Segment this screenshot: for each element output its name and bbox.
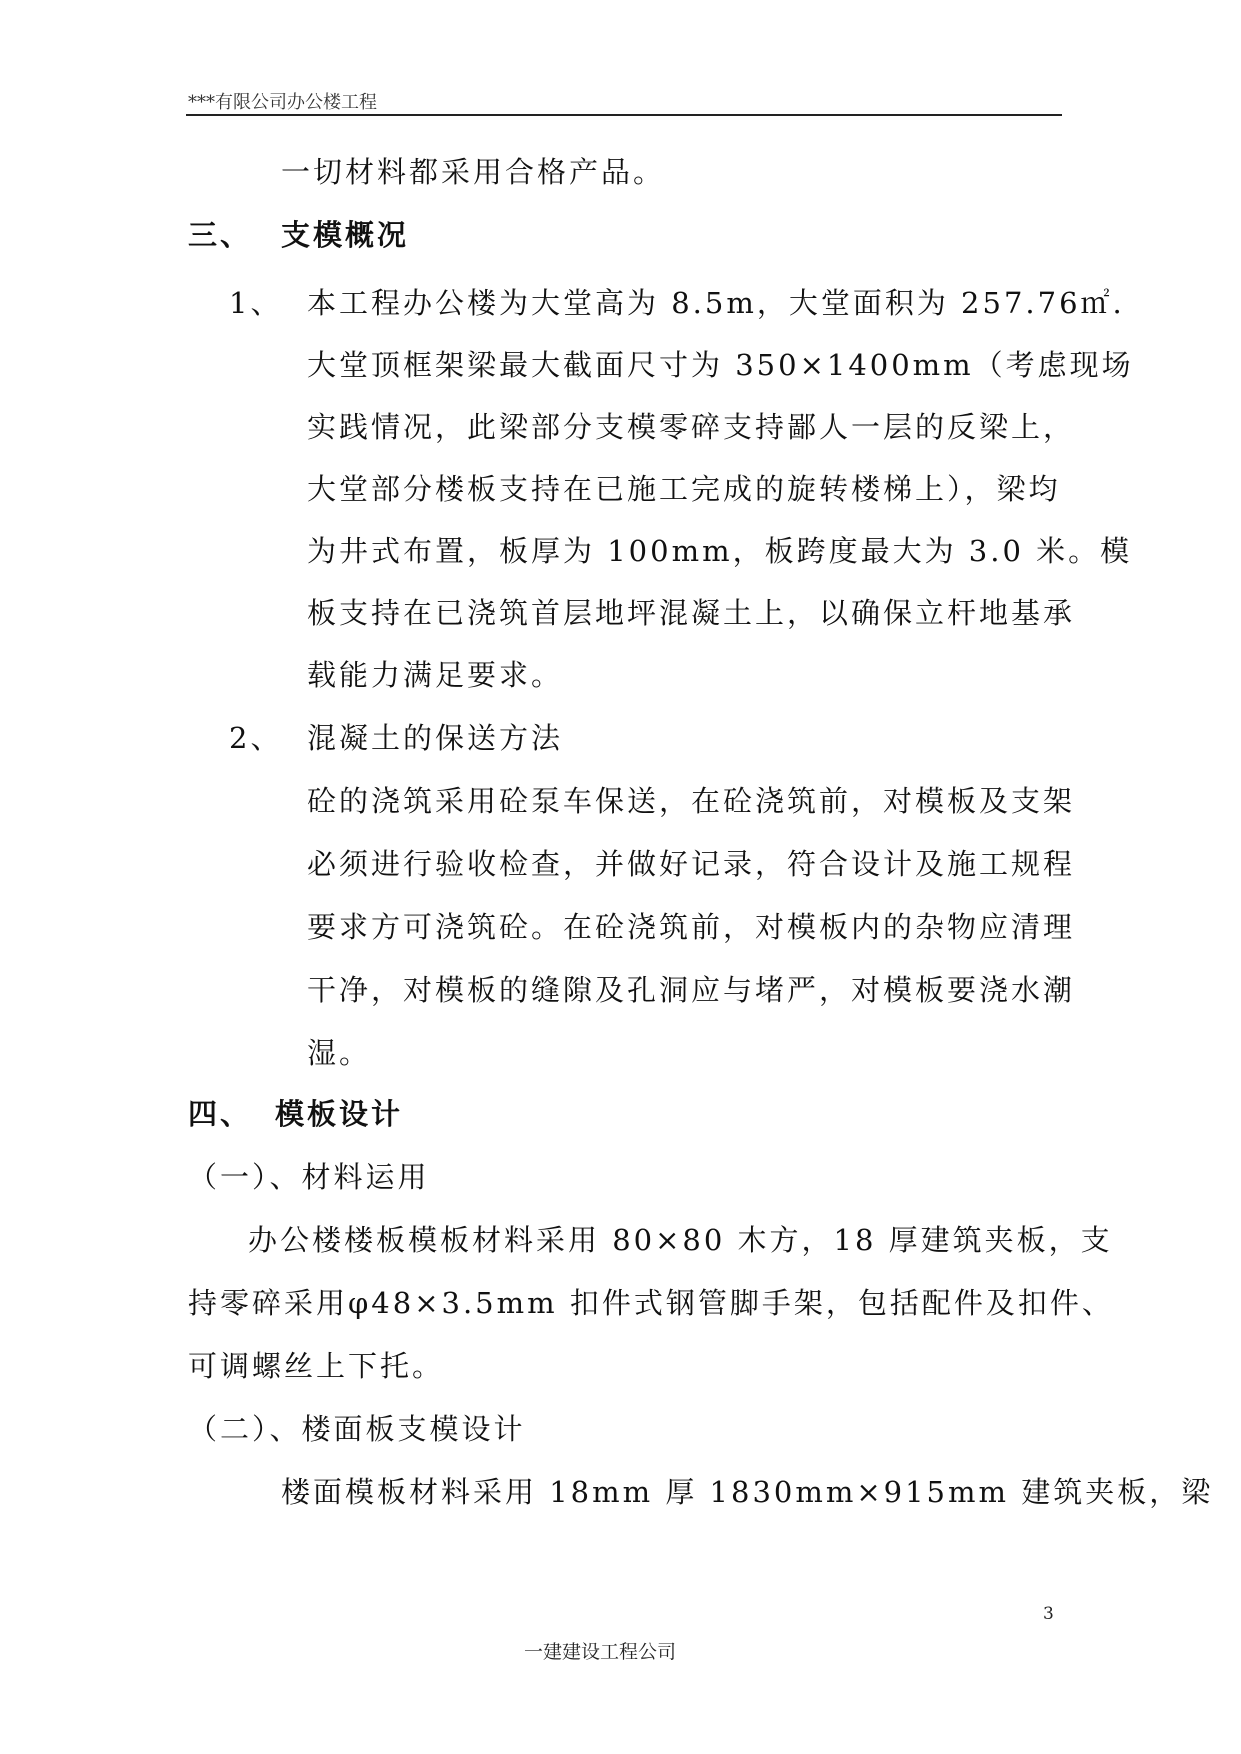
section-number: 三、 [188, 218, 253, 252]
text-line: 可调螺丝上下托。 [188, 1349, 445, 1383]
text-line: 为井式布置，板厚为 100mm，板跨度最大为 3.0 米。模 [307, 534, 1133, 568]
text-line: 载能力满足要求。 [307, 658, 564, 692]
text-line: 实践情况，此梁部分支模零碎支持鄙人一层的反梁上， [307, 410, 1076, 444]
page-header: ***有限公司办公楼工程 [188, 92, 377, 113]
subsection-title: （一）、材料运用 [188, 1160, 430, 1194]
section-title: 模板设计 [275, 1097, 404, 1131]
text-line: 大堂部分楼板支持在已施工完成的旋转楼梯上），梁均 [307, 472, 1061, 506]
text-line: 干净，对模板的缝隙及孔洞应与堵严，对模板要浇水潮 [307, 973, 1076, 1007]
text-line: 大堂顶框架梁最大截面尺寸为 350×1400mm（考虑现场 [307, 348, 1134, 382]
text-line: 砼的浇筑采用砼泵车保送，在砼浇筑前，对模板及支架 [307, 784, 1076, 818]
text-line: 本工程办公楼为大堂高为 8.5m，大堂面积为 257.76㎡. [307, 286, 1125, 320]
text-line: 要求方可浇筑砼。在砼浇筑前，对模板内的杂物应清理 [307, 910, 1076, 944]
text-line: 必须进行验收检查，并做好记录，符合设计及施工规程 [307, 847, 1076, 881]
text-line: 办公楼楼板模板材料采用 80×80 木方，18 厚建筑夹板，支 [248, 1223, 1113, 1257]
text-line: 湿。 [307, 1036, 372, 1070]
text-line: 混凝土的保送方法 [307, 721, 564, 755]
text-line: 持零碎采用φ48×3.5mm 扣件式钢管脚手架，包括配件及扣件、 [188, 1286, 1114, 1320]
text-line: 板支持在已浇筑首层地坪混凝土上，以确保立杆地基承 [307, 596, 1076, 630]
section-number: 四、 [188, 1097, 253, 1131]
subsection-title: （二）、楼面板支模设计 [188, 1412, 526, 1446]
item-number: 1、 [229, 286, 283, 320]
text-line: 一切材料都采用合格产品。 [281, 155, 666, 189]
section-title: 支模概况 [281, 218, 410, 252]
page-number: 3 [1043, 1604, 1054, 1624]
text-line: 楼面模板材料采用 18mm 厚 1830mm×915mm 建筑夹板，梁 [281, 1475, 1214, 1509]
header-rule [186, 114, 1062, 116]
item-number: 2、 [229, 721, 283, 755]
page-footer: 一建建设工程公司 [524, 1641, 677, 1663]
